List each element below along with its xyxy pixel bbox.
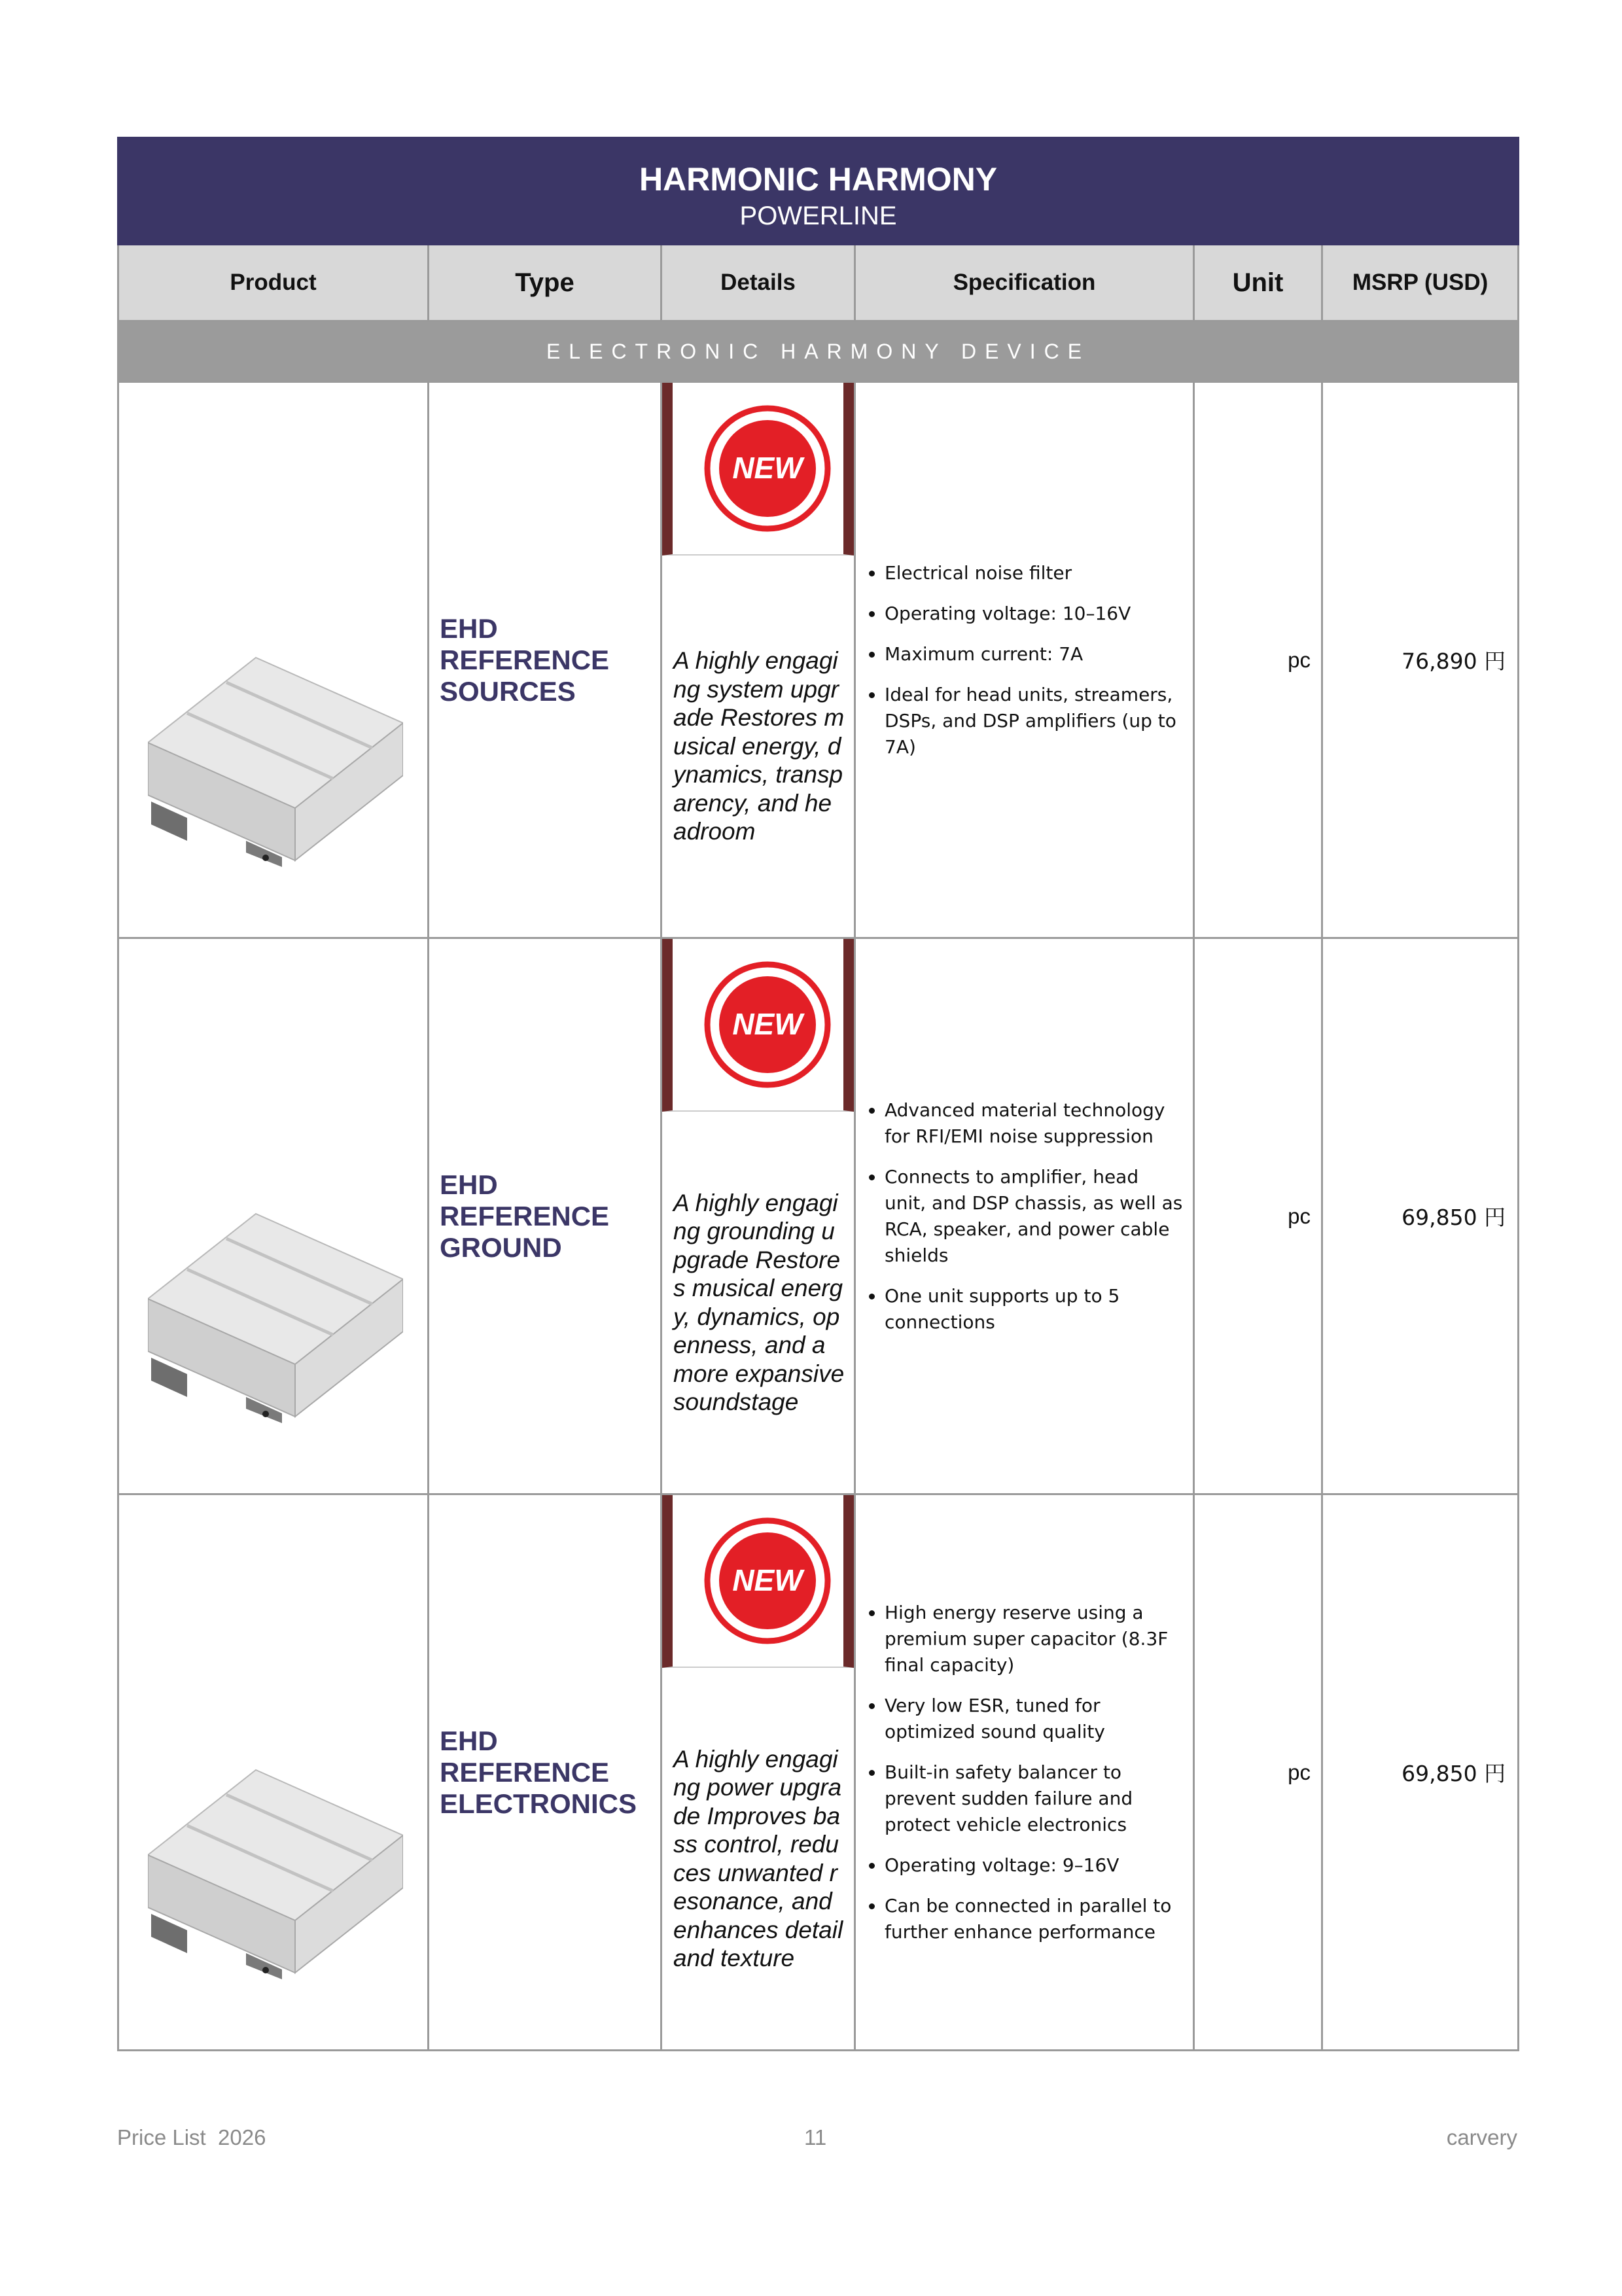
col-type: Type (429, 245, 661, 321)
specification-cell (855, 382, 1194, 938)
section-title: ELECTRONIC HARMONY DEVICE (118, 321, 1519, 382)
spec-item: • Electrical noise filter (885, 560, 1184, 586)
product-image-cell (118, 1494, 429, 2051)
price-value: 76,890 円 (1322, 382, 1519, 938)
spec-item: • High energy reserve using a premium super capacitor (8.3F final capacity) (885, 1600, 1184, 1678)
col-product: Product (118, 245, 429, 321)
unit-value: pc (1194, 382, 1322, 938)
price-value: 69,850 円 (1322, 1494, 1519, 2051)
new-badge-label: NEW (732, 1007, 803, 1041)
product-image-cell (118, 382, 429, 938)
section-row (118, 321, 1519, 382)
col-specification: Specification (855, 245, 1194, 321)
details-cell (661, 938, 855, 1494)
details-cell (661, 1494, 855, 2051)
product-details: A highly engaging power upgrade Improves bass control, reduces unwanted resonance, and enhances detail and texture (673, 1745, 843, 1971)
spec-item: • Can be connected in parallel to further enhance performance (885, 1893, 1184, 1945)
specification-cell (855, 938, 1194, 1494)
unit-value: pc (1194, 938, 1322, 1494)
table-row (118, 1494, 1519, 2051)
spec-item: • Operating voltage: 10–16V (885, 601, 1184, 627)
product-details: A highly engaging system upgrade Restores musical energy, dynamics, transparency, and headroom (673, 647, 845, 845)
product-type: EHD REFERENCE ELECTRONICS (429, 1494, 661, 2051)
table-row (118, 382, 1519, 938)
new-badge-label: NEW (732, 451, 803, 485)
unit-value: pc (1194, 1494, 1322, 2051)
spec-item: • Operating voltage: 9–16V (885, 1852, 1184, 1879)
details-cell (661, 382, 855, 938)
specification-cell (855, 1494, 1194, 2051)
product-type: EHD REFERENCE GROUND (429, 938, 661, 1494)
new-badge-panel (662, 1495, 854, 1668)
spec-item: • Connects to amplifier, head unit, and DSP chassis, as well as RCA, speaker, and power cable shields (885, 1164, 1184, 1269)
spec-list (865, 1097, 1184, 1335)
spec-list (865, 560, 1184, 760)
product-details: A highly engaging grounding upgrade Restores musical energy, dynamics, openness, and a more expansive soundstage (673, 1189, 845, 1415)
footer-brand: carvery (1446, 2125, 1517, 2149)
col-msrp: MSRP (USD) (1322, 245, 1519, 321)
spec-item: • Maximum current: 7A (885, 641, 1184, 667)
new-badge-icon (699, 956, 836, 1093)
col-details: Details (661, 245, 855, 321)
product-image-cell (118, 938, 429, 1494)
footer-doc-title: Price List 2026 (117, 2125, 266, 2149)
spec-item: • Very low ESR, tuned for optimized sound quality (885, 1693, 1184, 1745)
product-type: EHD REFERENCE SOURCES (429, 382, 661, 938)
price-table (117, 137, 1519, 2051)
price-list-sheet (117, 137, 1517, 2051)
table-row (118, 938, 1519, 1494)
product-line-subtitle: POWERLINE (739, 202, 897, 230)
new-badge-label: NEW (732, 1563, 803, 1597)
product-device-image (148, 1201, 403, 1423)
spec-item: • One unit supports up to 5 connections (885, 1283, 1184, 1335)
page-footer (117, 2125, 1517, 2151)
spec-item: • Ideal for head units, streamers, DSPs, and DSP amplifiers (up to 7A) (885, 682, 1184, 760)
new-badge-panel (662, 939, 854, 1112)
col-unit: Unit (1194, 245, 1322, 321)
brand-title: HARMONIC HARMONY (639, 161, 998, 198)
table-title-banner (118, 138, 1519, 245)
price-value: 69,850 円 (1322, 938, 1519, 1494)
column-header-row (118, 245, 1519, 321)
spec-list (865, 1600, 1184, 1945)
spec-item: • Built-in safety balancer to prevent sudden failure and protect vehicle electronics (885, 1759, 1184, 1838)
new-badge-icon (699, 400, 836, 537)
footer-page-number: 11 (804, 2125, 827, 2149)
spec-item: • Advanced material technology for RFI/EMI noise suppression (885, 1097, 1184, 1150)
new-badge-panel (662, 383, 854, 556)
product-device-image (148, 1757, 403, 1979)
product-device-image (148, 645, 403, 867)
new-badge-icon (699, 1512, 836, 1650)
